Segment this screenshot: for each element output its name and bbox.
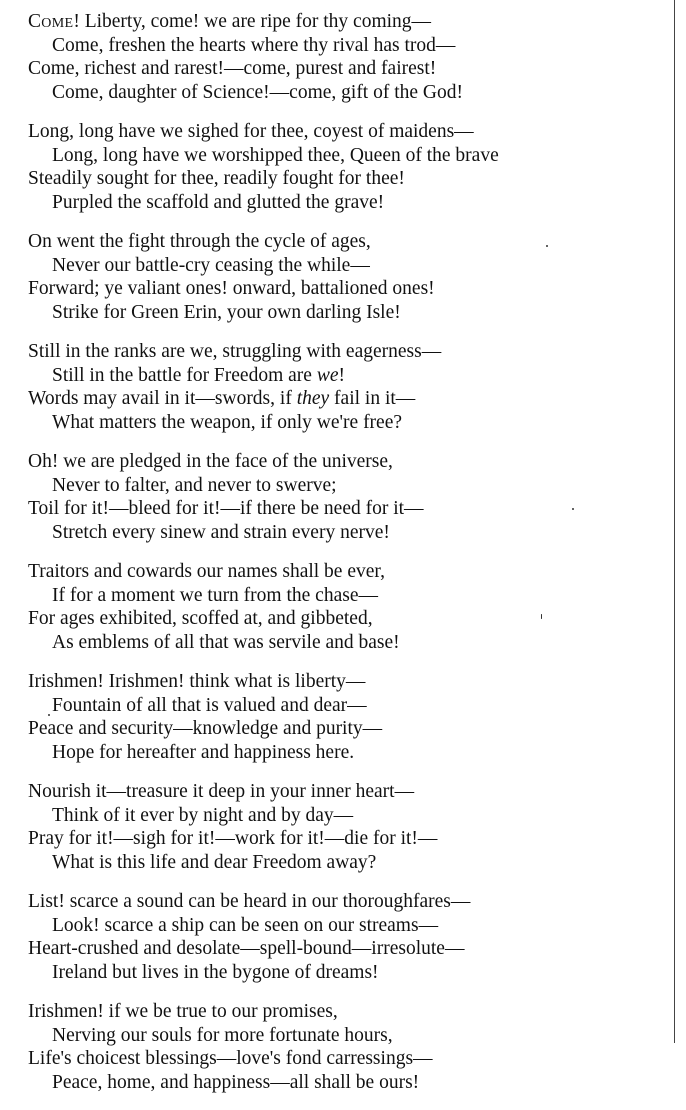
poem-line: Come, freshen the hearts where thy rival has trod— bbox=[52, 34, 456, 56]
poem-line: Long, long have we worshipped thee, Queen of the brave bbox=[52, 144, 499, 166]
poem-line: List! scarce a sound can be heard in our thoroughfares— bbox=[28, 891, 471, 912]
poem-line: Come! Liberty, come! we are ripe for thy coming— bbox=[28, 11, 432, 32]
poem-line: Nourish it—treasure it deep in your inner heart— bbox=[28, 781, 415, 802]
poem-line: Irishmen! if we be true to our promises, bbox=[28, 1001, 338, 1022]
poem-line: Oh! we are pledged in the face of the universe, bbox=[28, 451, 393, 472]
poem-line: Peace, home, and happiness—all shall be ours! bbox=[52, 1071, 420, 1093]
stanza bbox=[28, 10, 672, 104]
poem-line: Toil for it!—bleed for it!—if there be need for it— bbox=[28, 498, 424, 519]
stanza bbox=[28, 450, 672, 544]
stanza bbox=[28, 780, 672, 874]
poem-line: Forward; ye valiant ones! onward, battalioned ones! bbox=[28, 278, 435, 299]
poem-line: Ireland but lives in the bygone of dreams! bbox=[52, 961, 379, 983]
poem-line: Hope for hereafter and happiness here. bbox=[52, 741, 355, 763]
poem-line: Never our battle-cry ceasing the while— bbox=[52, 254, 370, 276]
poem-line: For ages exhibited, scoffed at, and gibbeted, bbox=[28, 608, 373, 629]
stanza bbox=[28, 230, 672, 324]
poem-line: Fountain of all that is valued and dear— bbox=[52, 694, 367, 716]
stanza bbox=[28, 340, 672, 434]
poem-line: Still in the battle for Freedom are we! bbox=[52, 364, 345, 386]
poem-line: What matters the weapon, if only we're free? bbox=[52, 411, 403, 433]
poem-line: Traitors and cowards our names shall be ever, bbox=[28, 561, 385, 582]
poem-line: Pray for it!—sigh for it!—work for it!—die for it!— bbox=[28, 828, 438, 849]
italic-word: they bbox=[296, 388, 330, 409]
poem-line: Heart-crushed and desolate—spell-bound—irresolute— bbox=[28, 938, 465, 959]
print-speck bbox=[572, 508, 574, 510]
poem-line: If for a moment we turn from the chase— bbox=[52, 584, 378, 606]
stanza bbox=[28, 670, 672, 764]
print-speck bbox=[541, 614, 542, 619]
poem-line: Peace and security—knowledge and purity— bbox=[28, 718, 383, 739]
opening-word: Come bbox=[28, 11, 74, 32]
poem-line: Words may avail in it—swords, if they fail in it— bbox=[28, 388, 416, 409]
italic-word: we bbox=[316, 364, 339, 386]
poem-line: Nerving our souls for more fortunate hours, bbox=[52, 1024, 393, 1046]
stanza bbox=[28, 890, 672, 984]
poem-line: Strike for Green Erin, your own darling Isle! bbox=[52, 301, 401, 323]
stanza bbox=[28, 1000, 672, 1094]
poem-line: What is this life and dear Freedom away? bbox=[52, 851, 377, 873]
poem-line: Steadily sought for thee, readily fought for thee! bbox=[28, 168, 405, 189]
poem-line: Come, richest and rarest!—come, purest and fairest! bbox=[28, 58, 437, 79]
poem-line: Irishmen! Irishmen! think what is liberty— bbox=[28, 671, 366, 692]
poem-line: As emblems of all that was servile and base! bbox=[52, 631, 400, 653]
print-speck bbox=[546, 245, 548, 247]
poem-line: Come, daughter of Science!—come, gift of the God! bbox=[52, 81, 463, 103]
poem-line: Purpled the scaffold and glutted the grave! bbox=[52, 191, 385, 213]
poem bbox=[28, 10, 672, 1110]
poem-line: Long, long have we sighed for thee, coyest of maidens— bbox=[28, 121, 474, 142]
column-rule bbox=[674, 0, 675, 1043]
print-speck bbox=[48, 714, 50, 716]
poem-line: Stretch every sinew and strain every nerve! bbox=[52, 521, 390, 543]
poem-line: Still in the ranks are we, struggling with eagerness— bbox=[28, 341, 442, 362]
poem-line: Life's choicest blessings—love's fond carressings— bbox=[28, 1048, 433, 1069]
stanza bbox=[28, 560, 672, 654]
poem-line: Think of it ever by night and by day— bbox=[52, 804, 354, 826]
poem-line: Look! scarce a ship can be seen on our streams— bbox=[52, 914, 439, 936]
poem-line: Never to falter, and never to swerve; bbox=[52, 474, 337, 496]
poem-line: On went the fight through the cycle of ages, bbox=[28, 231, 371, 252]
stanza bbox=[28, 120, 672, 214]
